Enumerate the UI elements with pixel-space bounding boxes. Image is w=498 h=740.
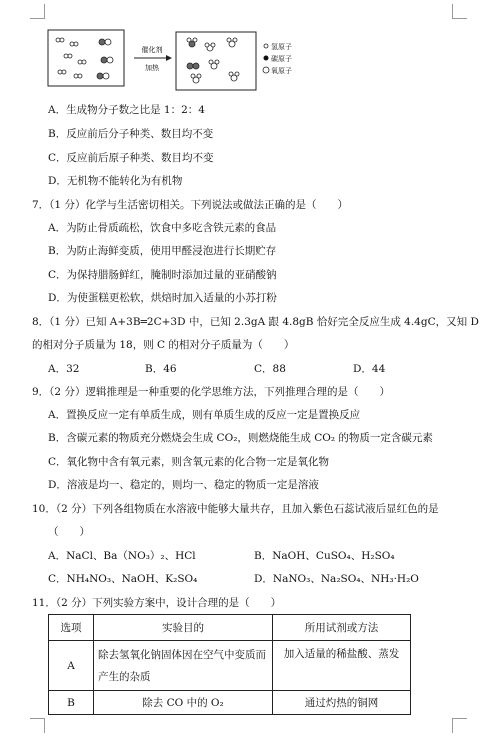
q10-option-b: B．NaOH、CuSO₄、H₂SO₄ (254, 550, 395, 562)
header-method: 所用试剂或方法 (273, 615, 411, 641)
q7-option-a: A．为防止骨质疏松，饮食中多吃含铁元素的食品 (48, 222, 277, 234)
row-b-option: B (49, 691, 94, 715)
q8-stem-line1: 8．（1 分）已知 A+3B═2C+3D 中，已知 2.3gA 跟 4.8gB 恰好完全反应生成 4.4gC，又知 D (32, 316, 479, 328)
q6-option-b: B．反应前后分子种类、数目均不变 (48, 128, 214, 140)
heating-label: 加热 (145, 64, 159, 72)
product-molecules (187, 38, 239, 83)
q8-option-b: B．46 (145, 363, 177, 375)
catalyst-label: 催化剂 (141, 46, 163, 54)
q9-option-a: A．置换反应一定有单质生成，则有单质生成的反应一定是置换反应 (48, 409, 361, 421)
reaction-diagram (46, 20, 306, 102)
q10-option-d: D．NaNO₃、Na₂SO₄、NH₃·H₂O (254, 573, 419, 585)
header-purpose: 实验目的 (94, 615, 273, 641)
q6-option-a: A．生成物分子数之比是 1：2：4 (48, 104, 205, 116)
corner-mark-bottom-left (30, 718, 45, 733)
row-a-option: A (49, 641, 94, 691)
header-option: 选项 (49, 615, 94, 641)
q9-option-b: B．含碳元素的物质充分燃烧会生成 CO₂，则燃烧能生成 CO₂ 的物质一定含碳元素 (48, 432, 433, 444)
q9-option-c: C．氧化物中含有氧元素，则含氧元素的化合物一定是氧化物 (48, 456, 330, 468)
legend-carbon: 碳原子 (271, 55, 292, 63)
q11-stem: 11．（2 分）下列实验方案中，设计合理的是（ ） (32, 597, 282, 609)
q6-option-d: D．无机物不能转化为有机物 (48, 175, 183, 187)
q8-stem-line2: 的相对分子质量为 18，则 C 的相对分子质量为（ ） (32, 339, 295, 351)
q8-option-c: C．88 (254, 363, 286, 375)
q8-option-d: D．44 (353, 363, 386, 375)
corner-mark-bottom-right (452, 718, 467, 733)
q7-option-c: C．为保持腊肠鲜红，腌制时添加过量的亚硝酸钠 (48, 269, 277, 281)
q10-option-c: C．NH₄NO₃、NaOH、K₂SO₄ (48, 573, 198, 585)
q10-stem-line1: 10．（2 分）下列各组物质在水溶液中能够大量共存，且加入紫色石蕊试液后显红色的是 (32, 503, 439, 515)
q8-option-a: A．32 (48, 363, 80, 375)
q10-option-a: A．NaCl、Ba（NO₃）₂、HCl (48, 550, 196, 562)
legend (263, 42, 292, 75)
q9-stem: 9．（2 分）逻辑推理是一种重要的化学思维方法，下列推理合理的是（ ） (32, 386, 390, 398)
q7-option-b: B．为防止海鲜变质，使用甲醛浸泡进行长期贮存 (48, 245, 277, 257)
table-row (49, 641, 411, 691)
q6-option-c: C．反应前后原子种类、数目均不变 (48, 152, 214, 164)
row-a-purpose (94, 641, 273, 691)
corner-mark-top-right (452, 4, 467, 19)
row-b-purpose: 除去 CO 中的 O₂ (94, 691, 273, 715)
table-row (49, 691, 411, 715)
q7-stem: 7．（1 分）化学与生活密切相关。下列说法或做法正确的是（ ） (32, 199, 348, 211)
legend-oxygen: 氧原子 (271, 67, 292, 75)
experiment-table (48, 614, 411, 715)
row-b-method: 通过灼热的铜网 (273, 691, 411, 715)
table-header-row (49, 615, 411, 641)
row-a-method: 加入适量的稀盐酸、蒸发 (273, 641, 411, 691)
q9-option-d: D．溶液是均一、稳定的，则均一、稳定的物质一定是溶液 (48, 479, 319, 491)
legend-hydrogen: 氢原子 (271, 43, 292, 51)
reactant-molecules (56, 38, 113, 79)
q7-option-d: D．为使蛋糕更松软，烘焙时加入适量的小苏打粉 (48, 292, 277, 304)
row-a-purpose-line1: 除去氢氧化钠固体因在空气中变质而 (98, 648, 266, 661)
corner-mark-top-left (30, 4, 45, 19)
q10-stem-line2: （ ） (48, 526, 90, 538)
row-a-purpose-line2: 产生的杂质 (98, 670, 151, 683)
